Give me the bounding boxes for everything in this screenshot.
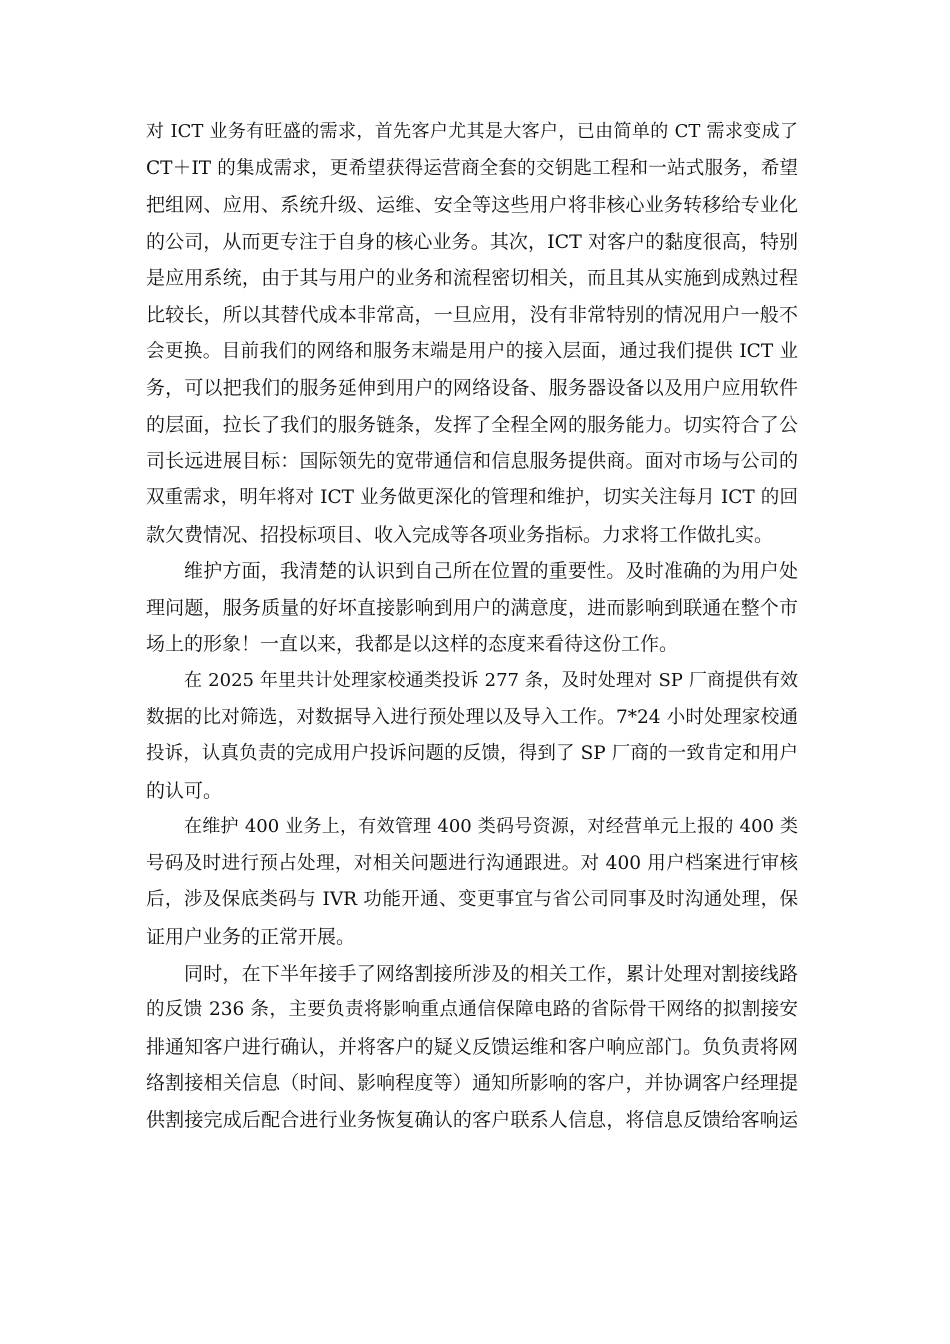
text-line: 理问题，服务质量的好坏直接影响到用户的满意度，进而影响到联通在整个市: [146, 596, 798, 619]
text-line: 的公司，从而更专注于自身的核心业务。其次，ICT 对客户的黏度很高，特别: [146, 230, 798, 253]
text-line: 后，涉及保底类码与 IVR 功能开通、变更事宜与省公司同事及时沟通处理，保: [146, 889, 798, 911]
text-line: 排通知客户进行确认，并将客户的疑义反馈运维和客户响应部门。负负责将网: [146, 1035, 798, 1058]
text-line: 司长远进展目标：国际领先的宽带通信和信息服务提供商。面对市场与公司的: [146, 450, 798, 473]
text-line: 的认可。: [146, 779, 223, 802]
text-line: 款欠费情况、招投标项目、收入完成等各项业务指标。力求将工作做扎实。: [146, 523, 774, 546]
document-body: [146, 114, 798, 1139]
text-line: 比较长，所以其替代成本非常高，一旦应用，没有非常特别的情况用户一般不: [146, 303, 798, 326]
text-line: 场上的形象！一直以来，我都是以这样的态度来看待这份工作。: [146, 633, 679, 656]
text-line: 在 2025 年里共计处理家校通类投诉 277 条，及时处理对 SP 厂商提供有效: [184, 669, 798, 691]
text-line: 在维护 400 业务上，有效管理 400 类码号资源，对经营单元上报的 400 类: [184, 816, 798, 838]
text-line: CT＋IT 的集成需求，更希望获得运营商全套的交钥匙工程和一站式服务，希望: [146, 157, 798, 179]
text-line: 双重需求，明年将对 ICT 业务做更深化的管理和维护，切实关注每月 ICT 的回: [146, 486, 798, 508]
text-line: 同时，在下半年接手了网络割接所涉及的相关工作，累计处理对割接线路: [184, 962, 798, 985]
text-line: 供割接完成后配合进行业务恢复确认的客户联系人信息，将信息反馈给客响运: [146, 1109, 798, 1132]
text-line: 号码及时进行预占处理，对相关问题进行沟通跟进。对 400 用户档案进行审核: [146, 852, 798, 874]
text-line: 数据的比对筛选，对数据导入进行预处理以及导入工作。7*24 小时处理家校通: [146, 706, 798, 728]
text-line: 的反馈 236 条，主要负责将影响重点通信保障电路的省际骨干网络的拟割接安: [146, 999, 798, 1021]
text-line: 投诉，认真负责的完成用户投诉问题的反馈，得到了 SP 厂商的一致肯定和用户: [146, 743, 798, 765]
text-line: 的层面，拉长了我们的服务链条，发挥了全程全网的服务能力。切实符合了公: [146, 413, 798, 436]
text-line: 证用户业务的正常开展。: [146, 926, 356, 949]
text-line: 络割接相关信息（时间、影响程度等）通知所影响的客户，并协调客户经理提: [146, 1072, 798, 1095]
text-line: 把组网、应用、系统升级、运维、安全等这些用户将非核心业务转移给专业化: [146, 194, 798, 217]
text-line: 是应用系统，由于其与用户的业务和流程密切相关，而且其从实施到成熟过程: [146, 267, 798, 290]
text-line: 对 ICT 业务有旺盛的需求，首先客户尤其是大客户，已由简单的 CT 需求变成了: [146, 121, 798, 142]
text-line: 维护方面，我清楚的认识到自己所在位置的重要性。及时准确的为用户处: [184, 560, 798, 583]
text-line: 会更换。目前我们的网络和服务末端是用户的接入层面，通过我们提供 ICT 业: [146, 340, 798, 362]
text-line: 务，可以把我们的服务延伸到用户的网络设备、服务器设备以及用户应用软件: [146, 377, 798, 400]
